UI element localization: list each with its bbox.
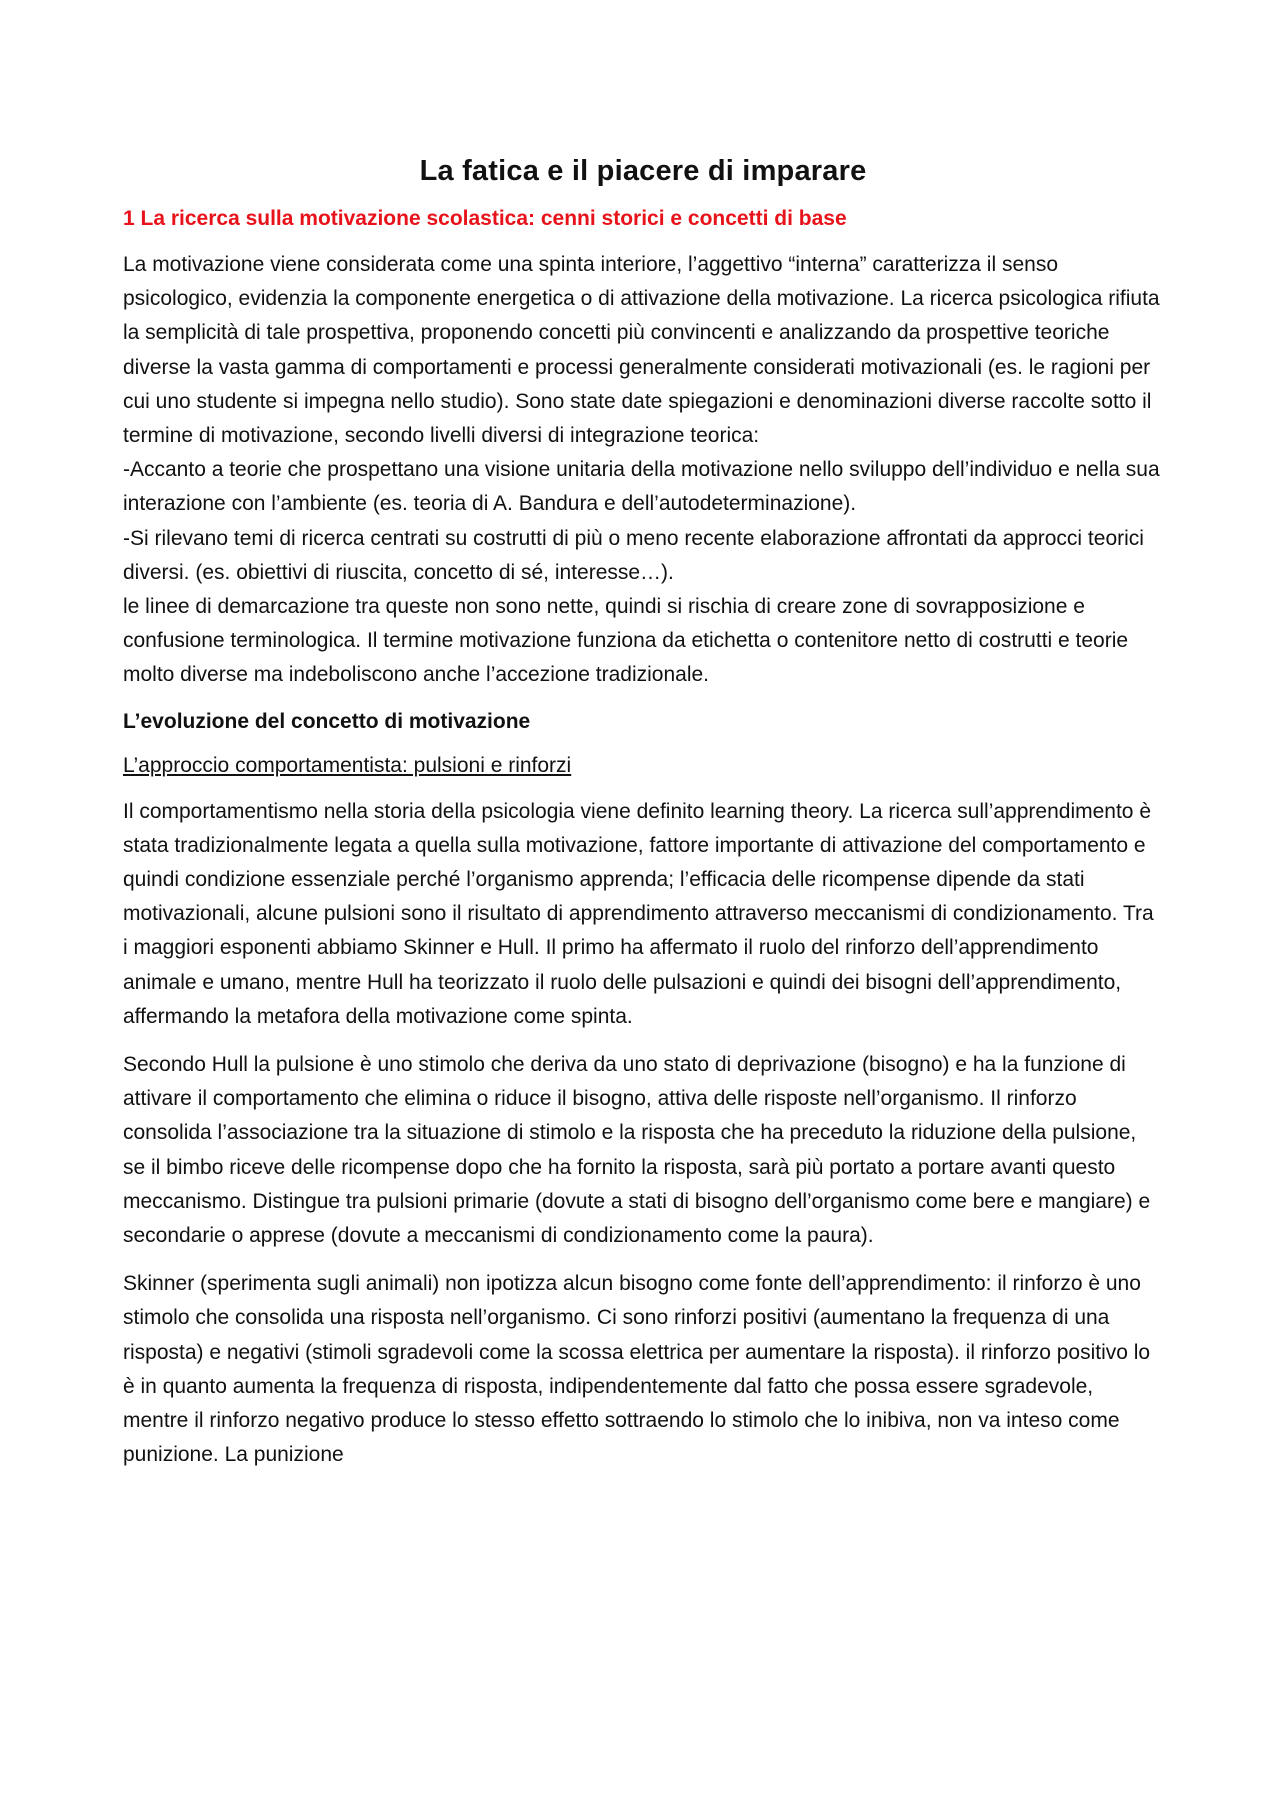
intro-paragraph: La motivazione viene considerata come una spinta interiore, l’aggettivo “interna” caratterizza il senso psicologico, evidenzia la componente energetica o di attivazione della motivazione. La ricerca psicologica rifiuta la semplicità di tale prospettiva, proponendo concetti più convincenti e analizzando da prospettive teoriche diverse la vasta gamma di comportamenti e processi generalmente considerati motivazionali (es. le ragioni per cui uno studente si impegna nello studio). Sono state date spiegazioni e denominazioni diverse raccolte sotto il termine di motivazione, secondo livelli diversi di integrazione teorica: -Accanto a teorie che prospettano una visione unitaria della motivazione nello sviluppo dell’individuo e nella sua interazione con l’ambiente (es. teoria di A. Bandura e dell’autodeterminazione). -Si rilevano temi di ricerca centrati su costrutti di più o meno recente elaborazione affrontati da approcci teorici diversi. (es. obiettivi di riuscita, concetto di sé, interesse…). le linee di demarcazione tra queste non sono nette, quindi si rischia di creare zone di sovrapposizione e confusione terminologica. Il termine motivazione funziona da etichetta o contenitore netto di costrutti e teorie molto diverse ma indeboliscono anche l’accezione tradizionale. [123, 253, 1160, 687]
subsection-heading: L’evoluzione del concetto di motivazione [123, 709, 531, 733]
paragraph-behaviorism: Il comportamentismo nella storia della psicologia viene definito learning theory. La ricerca sull’apprendimento è stata tradizionalmente legata a quella sulla motivazione, fattore importante di attivazione del comportamento e quindi condizione essenziale perché l’organismo apprenda; l’efficacia delle ricompense dipende da stati motivazionali, alcune pulsioni sono il risultato di apprendimento attraverso meccanismi di condizionamento. Tra i maggiori esponenti abbiamo Skinner e Hull. Il primo ha affermato il ruolo del rinforzo dell’apprendimento animale e umano, mentre Hull ha teorizzato il ruolo delle pulsazioni e quindi dei bisogni dell’apprendimento, affermando la metafora della motivazione come spinta. [123, 799, 1154, 1028]
paragraph-hull: Secondo Hull la pulsione è uno stimolo che deriva da uno stato di deprivazione (bisogno) e ha la funzione di attivare il comportamento che elimina o riduce il bisogno, attiva delle risposte nell’organismo. Il rinforzo consolida l’associazione tra la situazione di stimolo e la risposta che ha preceduto la riduzione della pulsione, se il bimbo riceve delle ricompense dopo che ha fornito la risposta, sarà più portato a portare avanti questo meccanismo. Distingue tra pulsioni primarie (dovute a stati di bisogno dell’organismo come bere e mangiare) e secondarie o apprese (dovute a meccanismi di condizionamento come la paura). [123, 1053, 1151, 1248]
approach-heading: L’approccio comportamentista: pulsioni e rinforzi [123, 753, 572, 777]
paragraph-skinner: Skinner (sperimenta sugli animali) non ipotizza alcun bisogno come fonte dell’apprendimento: il rinforzo è uno stimolo che consolida una risposta nell’organismo. Ci sono rinforzi positivi (aumentano la frequenza di una risposta) e negativi (stimoli sgradevoli come la scossa elettrica per aumentare la risposta). il rinforzo positivo lo è in quanto aumenta la frequenza di risposta, indipendentemente dal fatto che possa essere sgradevole, mentre il rinforzo negativo produce lo stesso effetto sottraendo lo stimolo che lo inibiva, non va inteso come punizione. La punizione [123, 1272, 1151, 1467]
document-page [123, 152, 1163, 1487]
document-title: La fatica e il piacere di imparare [419, 155, 867, 187]
section-heading: 1 La ricerca sulla motivazione scolastica: cenni storici e concetti di base [123, 207, 847, 230]
